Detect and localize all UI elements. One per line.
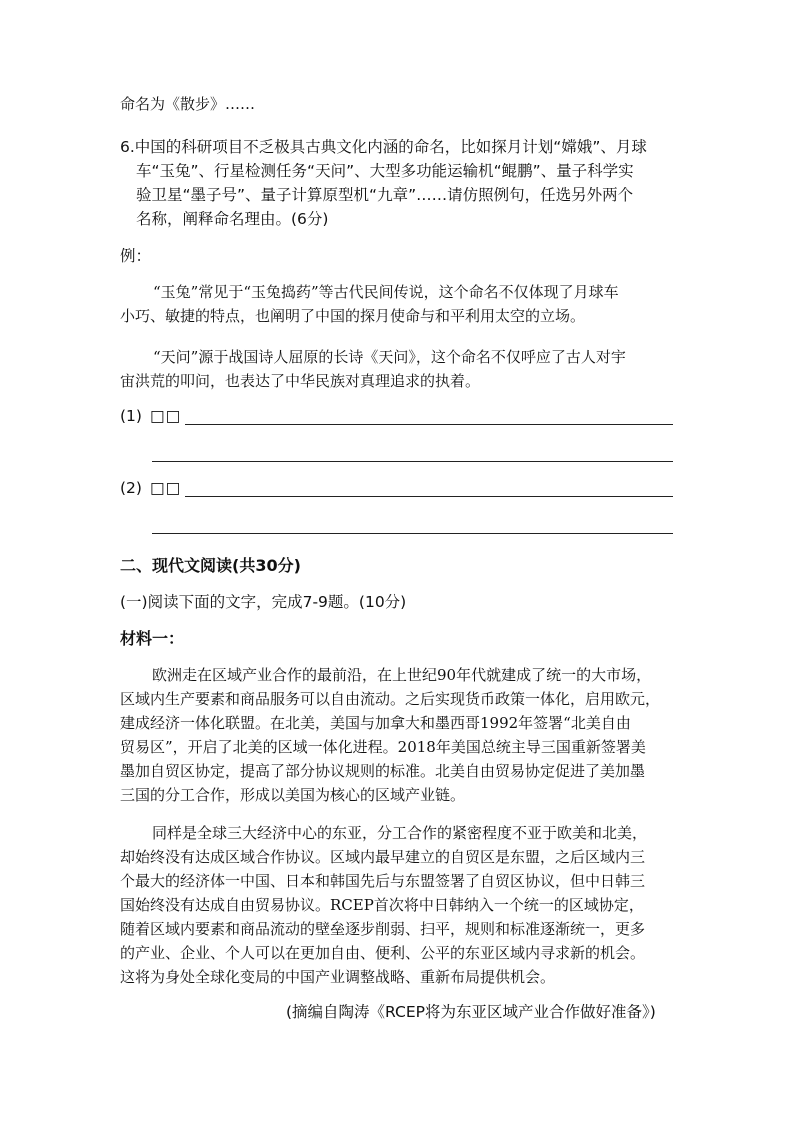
question-6-line: 验卫星“墨子号”、量子计算原型机“九章”……请仿照例句，任选另外两个 (136, 186, 634, 204)
answer-1-line[interactable] (185, 424, 673, 425)
example-line: “天问”源于战国诗人屈原的长诗《天问》，这个命名不仅呼应了古人对宇 (153, 348, 626, 366)
answer-2-boxes[interactable]: □□ (150, 479, 182, 497)
paragraph-line: 贸易区”，开启了北美的区域一体化进程。2018年美国总统主导三国重新签署美 (120, 738, 646, 756)
paragraph-line: 却始终没有达成区域合作协议。区域内最早建立的自贸区是东盟，之后区域内三 (120, 848, 646, 866)
material-heading: 材料一： (120, 629, 185, 648)
paragraph-line: 个最大的经济体一中国、日本和韩国先后与东盟签署了自贸区协议，但中日韩三 (120, 872, 646, 890)
source-citation: (摘编自陶涛《RCEP将为东亚区域产业合作做好准备》) (286, 1003, 656, 1021)
example-label: 例： (120, 247, 152, 265)
text-line: 命名为《散步》…… (120, 95, 256, 113)
paragraph-line: 这将为身处全球化变局的中国产业调整战略、重新布局提供机会。 (120, 968, 556, 986)
answer-2-number: (2) (120, 479, 142, 497)
paragraph-line: 区域内生产要素和商品服务可以自由流动。之后实现货币政策一体化，启用欧元， (120, 690, 661, 708)
paragraph-line: 随着区域内要素和商品流动的壁垒逐步削弱、扫平，规则和标准逐渐统一，更多 (120, 920, 646, 938)
answer-1-boxes[interactable]: □□ (150, 407, 182, 425)
paragraph-line: 建成经济一体化联盟。在北美，美国与加拿大和墨西哥1992年签署“北美自由 (120, 714, 631, 732)
example-line: 宙洪荒的叩问，也表达了中华民族对真理追求的执着。 (120, 372, 481, 390)
paragraph-line: 墨加自贸区协定，提高了部分协议规则的标准。北美自由贸易协定促进了美加墨 (120, 762, 646, 780)
answer-2-line-2[interactable] (152, 533, 673, 534)
answer-1-number: (1) (120, 407, 142, 425)
answer-2-line[interactable] (185, 496, 673, 497)
question-6-line: 6.中国的科研项目不乏极具古典文化内涵的命名，比如探月计划“嫦娥”、月球 (120, 138, 647, 156)
paragraph-line: 的产业、企业、个人可以在更加自由、便利、公平的东亚区域内寻求新的机会。 (120, 944, 646, 962)
example-line: 小巧、敏捷的特点，也阐明了中国的探月使命与和平利用太空的立场。 (120, 307, 586, 325)
paragraph-line: 三国的分工合作，形成以美国为核心的区域产业链。 (120, 786, 466, 804)
question-6-line: 车“玉兔”、行星检测任务“天问”、大型多功能运输机“鲲鹏”、量子科学实 (136, 162, 634, 180)
paragraph-line: 同样是全球三大经济中心的东亚，分工合作的紧密程度不亚于欧美和北美， (152, 824, 648, 842)
answer-1-line-2[interactable] (152, 461, 673, 462)
example-line: “玉兔”常见于“玉兔捣药”等古代民间传说，这个命名不仅体现了月球车 (153, 283, 619, 301)
paragraph-line: 国始终没有达成自由贸易协议。RCEP首次将中日韩纳入一个统一的区域协定， (120, 896, 644, 914)
section-heading: 二、现代文阅读(共30分) (120, 556, 301, 575)
question-6-line: 名称，阐释命名理由。(6分) (136, 210, 329, 228)
subsection-heading: (一)阅读下面的文字，完成7-9题。(10分) (120, 593, 407, 611)
paragraph-line: 欧洲走在区域产业合作的最前沿，在上世纪90年代就建成了统一的大市场， (152, 666, 652, 684)
